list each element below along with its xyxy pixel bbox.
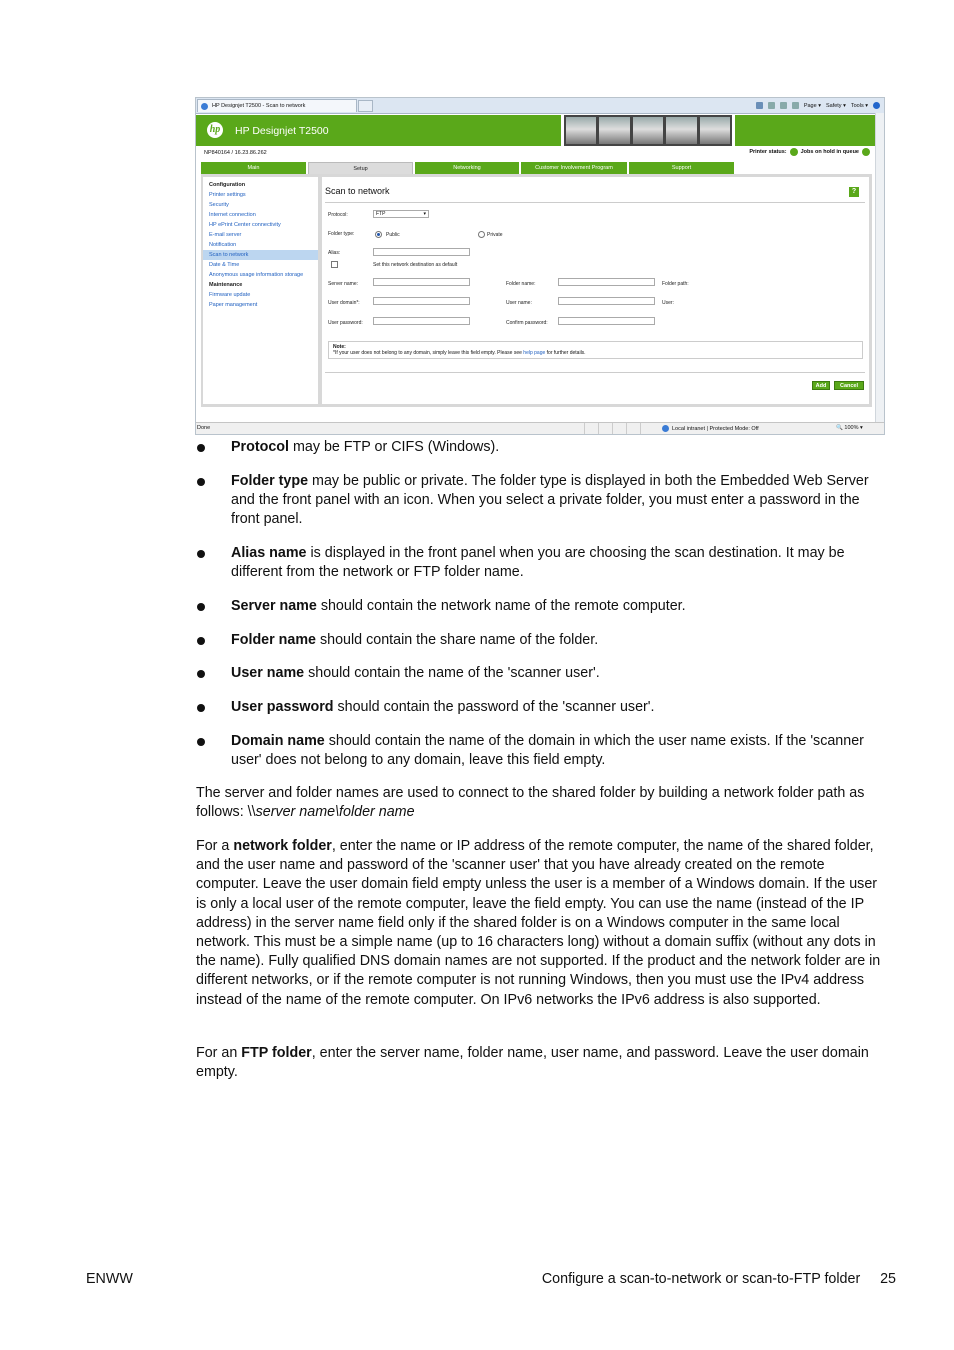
new-tab-button[interactable] — [358, 100, 373, 112]
bullet-term: User password — [231, 699, 334, 715]
printer-images — [564, 115, 732, 146]
tab-networking[interactable]: Networking — [415, 162, 519, 174]
folder-name-label: Folder name: — [506, 281, 536, 287]
sidebar-item-email-server[interactable]: E-mail server — [209, 232, 242, 238]
footer-left: ENWW — [86, 1271, 133, 1287]
browser-status-bar — [196, 422, 884, 434]
bullet-term: User name — [231, 665, 305, 681]
printer-image — [566, 117, 596, 144]
content-frame — [201, 174, 872, 407]
printer-image — [700, 117, 730, 144]
footer-right — [542, 1271, 896, 1287]
status-ok-icon — [790, 148, 798, 156]
sidebar-item-internet-connection[interactable]: Internet connection — [209, 212, 256, 218]
tab-support[interactable]: Support — [629, 162, 734, 174]
paragraph-text: , enter the server name, folder name, user name, and password. Leave the user domain empty. — [196, 1045, 869, 1081]
zoom-level[interactable]: 🔍 100% ▾ — [836, 425, 863, 431]
sidebar-item-paper-management[interactable]: Paper management — [209, 302, 258, 308]
tools-menu[interactable]: Tools ▾ — [850, 102, 868, 109]
alias-input[interactable] — [373, 248, 470, 256]
page-menu[interactable]: Page ▾ — [803, 102, 821, 109]
default-checkbox[interactable] — [331, 261, 338, 268]
paragraph-text: , enter the name or IP address of the remote computer, the name of the shared folder, and the user name and password of the 'scanner user' that you have already created on the remote computer. Leave the user domain field empty unless the user is a member of a Windows domain. If the user is only a local user of the remote computer, leave the field empty. You can use the name (instead of the IP address) in the server name field only if the shared folder is on a Windows computer in the same local network. This must be a simple name (up to 16 characters long) without a domain suffix (without any dots in the name). Fully qualified DNS domain names are not supported. If the product and the network folder are in different networks, or if the remote computer is not running Windows, then you must use the IPv4 address instead of the name of the remote computer. On IPv6 networks the IPv6 address is also supported. — [196, 838, 881, 1008]
chevron-down-icon: ▾ — [423, 211, 426, 217]
hp-logo: hp — [207, 122, 223, 138]
bullet-term: Folder name — [231, 632, 317, 648]
public-radio[interactable] — [375, 231, 382, 238]
user-label: User: — [662, 300, 674, 306]
paragraph-bold: FTP folder — [241, 1045, 312, 1061]
help-page-link[interactable]: help page — [523, 350, 546, 356]
header-green-panel — [735, 115, 876, 146]
user-name-input[interactable] — [558, 297, 655, 305]
security-zone-text: Local intranet | Protected Mode: Off — [672, 425, 759, 432]
globe-icon — [662, 425, 669, 432]
bullet-text: should contain the share name of the folder. — [316, 632, 599, 648]
bullet-text: should contain the name of the domain in which the user name exists. If the 'scanner user' does not belong to any domain, leave this field empty. — [231, 733, 864, 769]
sidebar-item-anonymous-usage[interactable]: Anonymous usage information storage — [209, 272, 304, 278]
server-name-input[interactable] — [373, 278, 470, 286]
note-title: Note: — [333, 344, 346, 350]
sidebar-item-scan-to-network[interactable]: Scan to network — [203, 250, 318, 260]
safety-menu[interactable]: Safety ▾ — [825, 102, 846, 109]
bullet-alias-name — [231, 544, 881, 582]
bullet-term: Alias name — [231, 545, 307, 561]
server-name-italic: server name — [255, 804, 336, 821]
paragraph-prefix: For an — [196, 1045, 242, 1061]
ews-title: HP Designjet T2500 — [235, 125, 329, 137]
note-text-start: *If your user does not belong to any domain, simply leave this field empty. Please see — [333, 350, 522, 356]
alias-label: Alias: — [328, 250, 341, 256]
magnifier-icon: 🔍 — [836, 425, 843, 431]
footer-section: Configure a scan-to-network or scan-to-FTP folder — [541, 1271, 861, 1287]
bullet-dot — [197, 670, 205, 678]
bullet-dot — [197, 550, 205, 558]
sidebar-item-date-time[interactable]: Date & Time — [209, 262, 240, 268]
tab-main[interactable]: Main — [201, 162, 306, 174]
bullet-text: should contain the network name of the remote computer. — [316, 598, 686, 614]
private-label: Private — [487, 232, 503, 238]
bullet-user-name — [231, 664, 881, 683]
note-box — [328, 341, 863, 359]
printer-status-value: Jobs on hold in queue — [800, 149, 859, 155]
bullet-dot — [197, 478, 205, 486]
server-name-label: Server name: — [328, 281, 359, 287]
bullet-folder-type — [231, 472, 881, 530]
help-button[interactable]: ? — [849, 187, 859, 197]
bullet-text: may be FTP or CIFS (Windows). — [288, 439, 500, 455]
tab-setup[interactable]: Setup — [308, 162, 413, 174]
bullet-protocol — [231, 438, 881, 457]
browser-command-bar — [756, 100, 880, 111]
user-password-input[interactable] — [373, 317, 470, 325]
printer-status — [749, 148, 870, 156]
bullet-text: should contain the name of the 'scanner user'. — [304, 665, 600, 681]
cancel-button[interactable]: Cancel — [834, 381, 864, 390]
refresh-icon[interactable] — [862, 148, 870, 156]
printer-image — [666, 117, 696, 144]
private-radio[interactable] — [478, 231, 485, 238]
bullet-domain-name — [231, 732, 881, 770]
note-text — [333, 350, 858, 356]
feeds-icon[interactable] — [768, 102, 775, 109]
printer-image — [599, 117, 629, 144]
folder-path-label: Folder path: — [662, 281, 689, 287]
confirm-password-label: Confirm password: — [506, 320, 548, 326]
zoom-value: 100% — [844, 425, 859, 431]
ews-tabs — [201, 162, 736, 174]
page-title: Scan to network — [325, 186, 390, 196]
bullet-dot — [197, 738, 205, 746]
sidebar — [203, 177, 318, 404]
sidebar-heading-maintenance: Maintenance — [209, 282, 243, 288]
paragraph-ftp-folder — [196, 1044, 881, 1082]
user-name-label: User name: — [506, 300, 532, 306]
confirm-password-input[interactable] — [558, 317, 655, 325]
ews-header — [196, 115, 561, 146]
browser-tab[interactable] — [197, 99, 357, 112]
main-panel — [322, 177, 869, 404]
bullet-dot — [197, 704, 205, 712]
browser-tab-bar — [196, 98, 884, 114]
bullet-term: Server name — [231, 598, 317, 614]
sidebar-item-security[interactable]: Security — [209, 202, 229, 208]
bullet-text: is displayed in the front panel when you are choosing the scan destination. It may be different from the network or FTP folder name. — [231, 545, 845, 581]
sidebar-item-notification[interactable]: Notification — [209, 242, 237, 248]
button-row — [325, 372, 865, 405]
paragraph-text: The server and folder names are used to connect to the shared folder by building a network folder path as follows: \\ — [196, 785, 865, 821]
printer-image — [633, 117, 663, 144]
protocol-label: Protocol: — [328, 212, 348, 218]
home-icon[interactable] — [756, 102, 763, 109]
help-icon[interactable] — [873, 102, 880, 109]
bullet-folder-name — [231, 631, 881, 650]
bullet-user-password — [231, 698, 881, 717]
user-domain-input[interactable] — [373, 297, 470, 305]
add-button[interactable]: Add — [812, 381, 830, 390]
print-icon[interactable] — [792, 102, 799, 109]
folder-name-italic: folder name — [339, 804, 415, 821]
scan-to-network-screenshot — [195, 97, 885, 435]
bullet-term: Folder type — [231, 473, 309, 489]
bullet-term: Protocol — [231, 439, 289, 455]
paragraph-bold: network folder — [233, 838, 332, 854]
vertical-scrollbar[interactable] — [875, 113, 884, 424]
status-done: Done — [197, 425, 211, 431]
bullet-dot — [197, 444, 205, 452]
note-text-end: for further details. — [546, 350, 586, 356]
paragraph-network-folder — [196, 837, 881, 1010]
tab-customer-involvement[interactable]: Customer Involvement Program — [521, 162, 627, 174]
path-separator: \ — [335, 804, 340, 821]
mail-icon[interactable] — [780, 102, 787, 109]
sidebar-item-firmware-update[interactable]: Firmware update — [209, 292, 251, 298]
public-label: Public — [386, 232, 400, 238]
bullet-dot — [197, 603, 205, 611]
default-label: Set this network destination as default — [373, 262, 458, 268]
folder-type-label: Folder type: — [328, 231, 355, 237]
printer-ip: NP840164 / 16.23.86.262 — [204, 150, 267, 156]
bullet-dot — [197, 637, 205, 645]
printer-status-label: Printer status: — [749, 149, 787, 155]
bullet-text: should contain the password of the 'scanner user'. — [333, 699, 655, 715]
user-domain-label: User domain*: — [328, 300, 360, 306]
folder-name-input[interactable] — [558, 278, 655, 286]
bullet-server-name — [231, 597, 881, 616]
protocol-select[interactable] — [373, 210, 429, 218]
user-password-label: User password: — [328, 320, 363, 326]
browser-tab-title: HP Designjet T2500 - Scan to network — [212, 103, 306, 109]
ie-page-icon — [201, 103, 208, 110]
paragraph-prefix: For a — [196, 838, 234, 854]
sidebar-heading-configuration: Configuration — [209, 182, 246, 188]
page-number: 25 — [880, 1271, 896, 1287]
sidebar-item-printer-settings[interactable]: Printer settings — [209, 192, 246, 198]
bullet-term: Domain name — [231, 733, 325, 749]
bullet-text: may be public or private. The folder type is displayed in both the Embedded Web Server and the front panel with an icon. When you select a private folder, you must enter a password in the front panel. — [231, 473, 869, 528]
protocol-value: FTP — [376, 211, 386, 217]
security-zone — [662, 425, 759, 432]
paragraph-folder-path — [196, 784, 881, 822]
sidebar-item-eprint[interactable]: HP ePrint Center connectivity — [209, 222, 281, 228]
